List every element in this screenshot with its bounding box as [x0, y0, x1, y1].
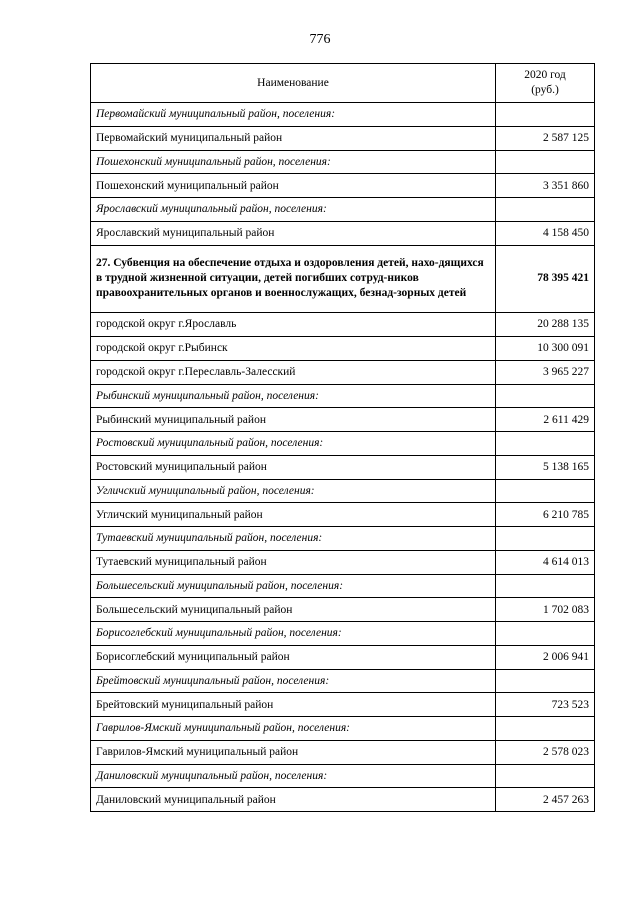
row-amount: 4 158 450: [496, 221, 595, 245]
row-name: Тутаевский муниципальный район: [91, 550, 496, 574]
row-amount: 2 611 429: [496, 408, 595, 432]
subheading-row: [91, 198, 595, 222]
row-amount: [496, 103, 595, 127]
row-name: Гаврилов-Ямский муниципальный район: [91, 740, 496, 764]
subheading-row: [91, 103, 595, 127]
subheading-row: [91, 622, 595, 646]
row-name: городской округ г.Переславль-Залесский: [91, 360, 496, 384]
row-name: Рыбинский муниципальный район, поселения:: [91, 384, 496, 408]
table-row: [91, 693, 595, 717]
row-name: Борисоглебский муниципальный район: [91, 645, 496, 669]
row-amount: 2 006 941: [496, 645, 595, 669]
row-name: Первомайский муниципальный район: [91, 126, 496, 150]
row-name: Ростовский муниципальный район, поселения:: [91, 432, 496, 456]
row-amount: 20 288 135: [496, 312, 595, 336]
table-header-row: [91, 64, 595, 103]
row-name: Угличский муниципальный район: [91, 503, 496, 527]
row-name: Рыбинский муниципальный район: [91, 408, 496, 432]
row-amount: [496, 198, 595, 222]
row-amount: 6 210 785: [496, 503, 595, 527]
row-name: Брейтовский муниципальный район: [91, 693, 496, 717]
row-name: Борисоглебский муниципальный район, поселения:: [91, 622, 496, 646]
row-amount: 2 587 125: [496, 126, 595, 150]
table-row: [91, 408, 595, 432]
row-amount: 2 578 023: [496, 740, 595, 764]
column-header-amount-year: 2020 год: [524, 69, 566, 81]
row-name: Первомайский муниципальный район, поселения:: [91, 103, 496, 127]
table-row: [91, 455, 595, 479]
subheading-row: [91, 574, 595, 598]
row-amount: 4 614 013: [496, 550, 595, 574]
row-name: Гаврилов-Ямский муниципальный район, поселения:: [91, 717, 496, 741]
table-row: [91, 598, 595, 622]
table-row: [91, 740, 595, 764]
table-row: [91, 550, 595, 574]
row-name: Тутаевский муниципальный район, поселения:: [91, 527, 496, 551]
table-row: [91, 360, 595, 384]
row-amount: 10 300 091: [496, 336, 595, 360]
subheading-row: [91, 150, 595, 174]
row-name: Пошехонский муниципальный район: [91, 174, 496, 198]
budget-table: [90, 63, 595, 812]
row-amount: [496, 764, 595, 788]
row-amount: [496, 432, 595, 456]
column-header-amount: [496, 64, 595, 103]
row-amount: 3 965 227: [496, 360, 595, 384]
table-row: [91, 788, 595, 812]
subheading-row: [91, 527, 595, 551]
column-header-name: Наименование: [91, 64, 496, 103]
table-row: [91, 312, 595, 336]
row-name: Даниловский муниципальный район, поселения:: [91, 764, 496, 788]
subheading-row: [91, 669, 595, 693]
table-body: [91, 103, 595, 812]
row-name: Ярославский муниципальный район, поселения:: [91, 198, 496, 222]
row-amount: [496, 622, 595, 646]
row-amount: [496, 717, 595, 741]
row-name: городской округ г.Рыбинск: [91, 336, 496, 360]
section-row: [91, 245, 595, 312]
row-name: городской округ г.Ярославль: [91, 312, 496, 336]
row-name: 27. Субвенция на обеспечение отдыха и оздоровления детей, нахо-дящихся в трудной жизненной ситуации, детей погибших сотруд-ников правоохранительных органов и военнослужащих, безнад-зорных детей: [91, 245, 496, 312]
row-name: Большесельский муниципальный район, поселения:: [91, 574, 496, 598]
table-row: [91, 645, 595, 669]
table-row: [91, 503, 595, 527]
table-row: [91, 221, 595, 245]
table-row: [91, 174, 595, 198]
row-name: Пошехонский муниципальный район, поселения:: [91, 150, 496, 174]
subheading-row: [91, 717, 595, 741]
table-row: [91, 336, 595, 360]
row-amount: [496, 384, 595, 408]
row-amount: [496, 479, 595, 503]
row-name: Ростовский муниципальный район: [91, 455, 496, 479]
row-amount: 2 457 263: [496, 788, 595, 812]
row-amount: 1 702 083: [496, 598, 595, 622]
table-row: [91, 126, 595, 150]
row-amount: [496, 669, 595, 693]
row-amount: 5 138 165: [496, 455, 595, 479]
subheading-row: [91, 432, 595, 456]
row-name: Угличский муниципальный район, поселения:: [91, 479, 496, 503]
row-name: Большесельский муниципальный район: [91, 598, 496, 622]
row-amount: 3 351 860: [496, 174, 595, 198]
subheading-row: [91, 479, 595, 503]
subheading-row: [91, 384, 595, 408]
row-amount: 723 523: [496, 693, 595, 717]
row-name: Ярославский муниципальный район: [91, 221, 496, 245]
row-amount: 78 395 421: [496, 245, 595, 312]
page-number: 776: [309, 32, 331, 47]
row-name: Брейтовский муниципальный район, поселения:: [91, 669, 496, 693]
row-amount: [496, 527, 595, 551]
row-amount: [496, 150, 595, 174]
column-header-amount-unit: (руб.): [531, 84, 559, 96]
row-name: Даниловский муниципальный район: [91, 788, 496, 812]
row-amount: [496, 574, 595, 598]
subheading-row: [91, 764, 595, 788]
